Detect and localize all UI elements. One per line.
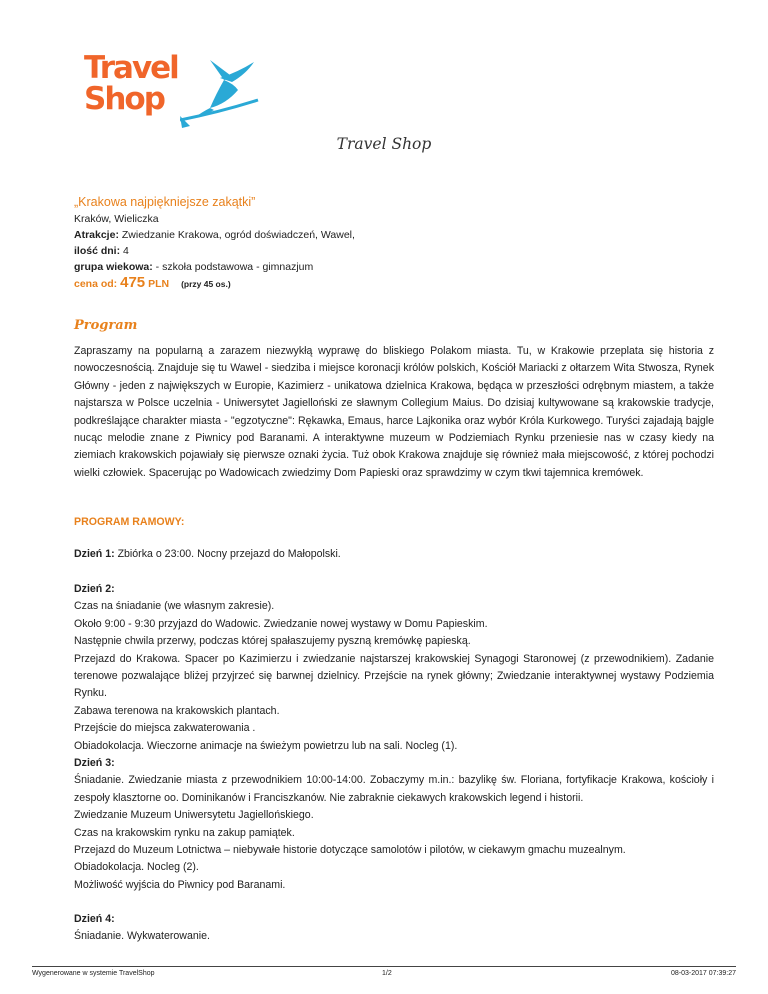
day-line: Około 9:00 - 9:30 przyjazd do Wadowic. Zwiedzanie nowej wystawy w Domu Papieskim.: [74, 617, 488, 630]
attractions-label: Atrakcje:: [74, 229, 119, 241]
travelshop-logo: [80, 50, 260, 132]
day-line: Czas na śniadanie (we własnym zakresie).: [74, 600, 275, 613]
day-line: Zbiórka o 23:00. Nocny przejazd do Małopolski.: [114, 548, 341, 560]
day-line: Obiadokolacja. Wieczorne animacje na świeżym powietrzu lub na sali. Nocleg (1).: [74, 739, 458, 752]
day-line: Obiadokolacja. Nocleg (2).: [74, 861, 199, 874]
program-heading: Program: [74, 318, 138, 333]
day-2: [74, 581, 714, 755]
days-value: 4: [120, 245, 129, 257]
day-line: Przejazd do Muzeum Lotnictwa – niebywałe historie dotyczące samolotów i pilotów, w ciekawym gmachu muzealnym.: [74, 844, 626, 857]
price-label: cena od:: [74, 278, 118, 290]
day-line: Czas na krakowskim rynku na zakup pamiątek.: [74, 826, 295, 839]
logo-text-travel: Travel: [84, 50, 178, 86]
offer-info: [74, 194, 355, 292]
witch-on-broom-icon: [180, 54, 260, 130]
price-currency: PLN: [148, 278, 170, 290]
offer-attractions: [74, 227, 355, 243]
day-line: Zabawa terenowa na krakowskich plantach.: [74, 704, 280, 717]
offer-age-group: [74, 259, 355, 275]
day-label: Dzień 1:: [74, 548, 115, 560]
price-note: (przy 45 os.): [181, 279, 231, 289]
offer-days: [74, 243, 355, 259]
logo-text-shop: Shop: [84, 81, 164, 117]
brand-name: Travel Shop: [336, 135, 432, 153]
age-label: grupa wiekowa:: [74, 261, 153, 273]
offer-location: Kraków, Wieliczka: [74, 213, 159, 225]
day-1: [74, 546, 714, 563]
footer-page-number: 1/2: [382, 970, 392, 977]
page-footer: [32, 966, 736, 981]
day-4: [74, 911, 714, 946]
day-line: Możliwość wyjścia do Piwnicy pod Baranami.: [74, 878, 286, 891]
day-label: Dzień 4:: [74, 913, 115, 925]
attractions-value: Zwiedzanie Krakowa, ogród doświadczeń, Wawel,: [118, 229, 355, 241]
age-value: - szkoła podstawowa - gimnazjum: [152, 261, 314, 273]
program-ramowy-heading: PROGRAM RAMOWY:: [74, 516, 185, 528]
day-line: Następnie chwila przerwy, podczas której spałaszujemy pyszną kremówkę papieską.: [74, 635, 471, 648]
day-3: [74, 755, 714, 894]
day-line: Przejście do miejsca zakwaterowania .: [74, 722, 256, 735]
days-label: ilość dni:: [74, 245, 121, 257]
day-label: Dzień 2:: [74, 583, 115, 595]
footer-generator: Wygenerowane w systemie TravelShop: [32, 970, 155, 977]
price-value: 475: [120, 274, 146, 291]
day-line: Przejazd do Krakowa. Spacer po Kazimierzu i zwiedzanie najstarszej krakowskiej Synagogi Staronowej (z przewodnikiem). Zadanie terenowe pozwalające bliżej przyjrzeć się barwnej dzielnicy. Przejście na rynek główny; Zwiedzanie interaktywnej wystawy Podziemia Rynku.: [74, 652, 714, 700]
day-label: Dzień 3:: [74, 757, 115, 769]
offer-title: „Krakowa najpiękniejsze zakątki”: [74, 195, 256, 209]
program-intro: Zapraszamy na popularną a zarazem niezwykłą wyprawę do bliskiego Polakom miasta. Tu, w Krakowie przeplata się historia z nowoczesnością. Znajduje się tu Wawel - siedziba i miejsce koronacji królów polskich, Kościół Mariacki z ołtarzem Wita Stwosza, Rynek Główny - jeden z największych w Europie, Kazimierz - unikatowa dzielnica Krakowa, będąca w przeszłości odrębnym miastem, a także najstarsza w Polsce uczelnia - Uniwersytet Jagielloński ze sławnym Collegium Maius. Do dzisiaj kultywowane są krakowskie tradycje, podkreślające charakter miasta - "egzotyczne": Rękawka, Emaus, harce Lajkonika oraz wybór Króla Kurkowego. Turyści zajadają bajgle nucąc melodie znane z Piwnicy pod Baranami. A interaktywne muzeum w Podziemiach Rynku przeniesie nas w czasy kiedy na ziemiach krakowskich pojawiały się pierwsze oznaki życia. Tuż obok Krakowa znajduje się również mała miejscowość, z której pochodzi wielki człowiek. Spacerując po Wadowicach zwiedzimy Dom Papieski oraz sprawdzimy w czym tkwi tajemnica kremówek.: [74, 345, 714, 479]
day-line: Śniadanie. Zwiedzanie miasta z przewodnikiem 10:00-14:00. Zobaczymy m.in.: bazylikę św. Floriana, fortyfikacje Krakowa, kościoły i zespoły klasztorne oo. Dominikanów i Franciszkanów. Nie zabraknie ciekawych krakowskich legend i historii.: [74, 774, 714, 804]
day-line: Zwiedzanie Muzeum Uniwersytetu Jagiellońskiego.: [74, 809, 314, 822]
offer-price: [74, 275, 355, 292]
footer-date: 08-03-2017 07:39:27: [671, 970, 736, 977]
day-line: Śniadanie. Wykwaterowanie.: [74, 930, 210, 943]
